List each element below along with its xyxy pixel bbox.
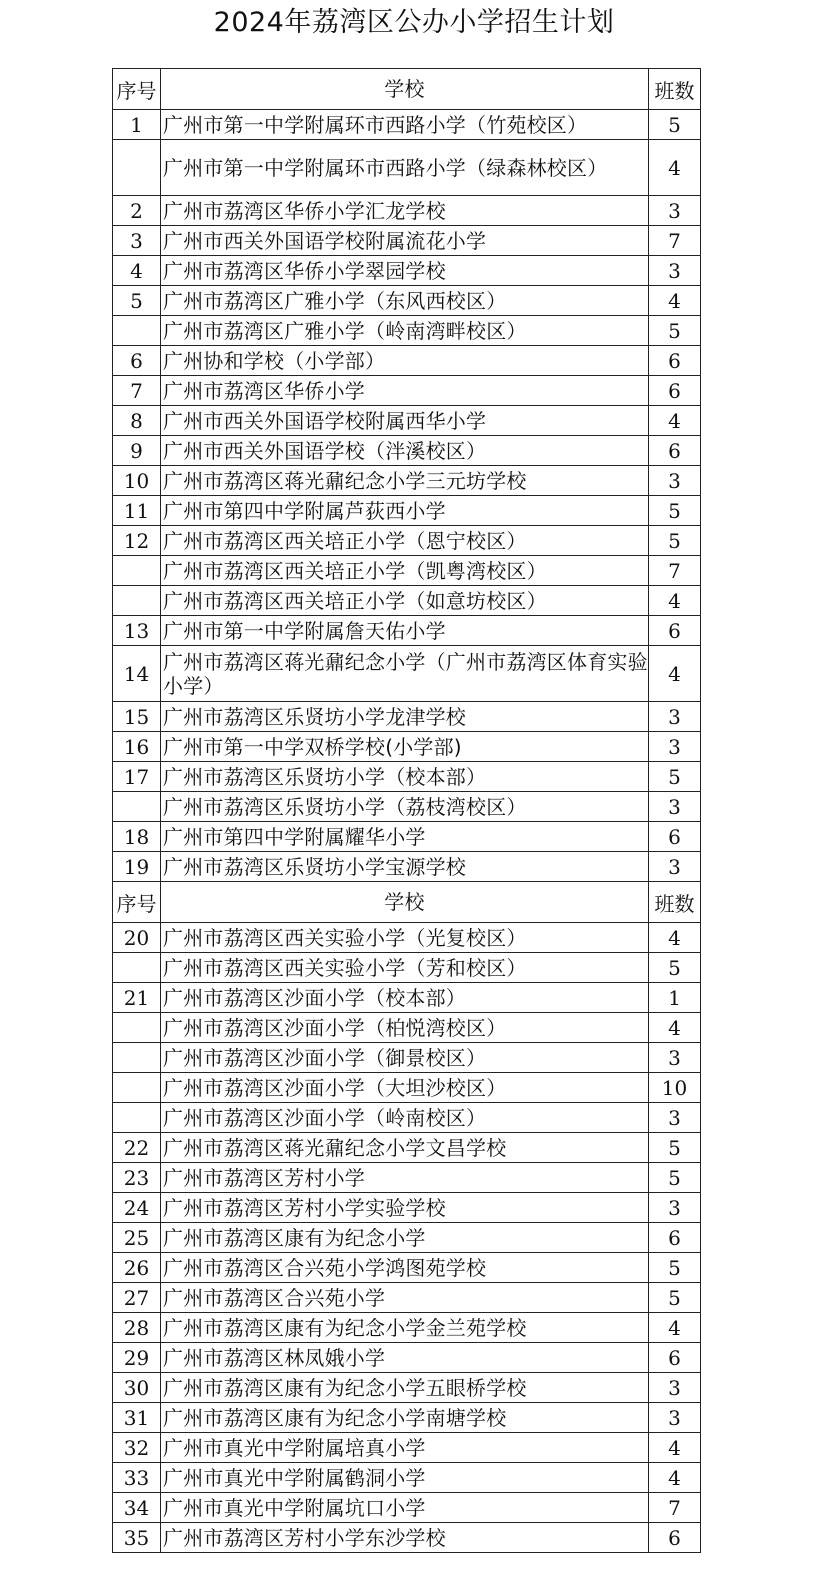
header-classes: 班数: [649, 882, 701, 923]
table-row: [113, 822, 701, 852]
cell-school: 广州市西关外国语学校附属流花小学: [161, 226, 649, 256]
cell-classes: 6: [649, 616, 701, 646]
table-row: [113, 923, 701, 953]
header-classes: 班数: [649, 69, 701, 110]
cell-classes: 3: [649, 1043, 701, 1073]
table-row: [113, 376, 701, 406]
table-row: [113, 1403, 701, 1433]
table-row: [113, 1223, 701, 1253]
cell-school: 广州市荔湾区康有为纪念小学: [161, 1223, 649, 1253]
table-row: [113, 140, 701, 196]
table-row: [113, 196, 701, 226]
cell-no: 17: [113, 762, 161, 792]
table-row: [113, 406, 701, 436]
page-title: 2024年荔湾区公办小学招生计划: [213, 7, 615, 38]
cell-school: 广州市荔湾区西关培正小学（如意坊校区）: [161, 586, 649, 616]
table-row: [113, 466, 701, 496]
table-header-row: [113, 69, 701, 110]
cell-classes: 6: [649, 436, 701, 466]
cell-no: 5: [113, 286, 161, 316]
cell-no: 22: [113, 1133, 161, 1163]
cell-no: 13: [113, 616, 161, 646]
cell-no: 23: [113, 1163, 161, 1193]
cell-school: 广州市荔湾区华侨小学翠园学校: [161, 256, 649, 286]
cell-classes: 4: [649, 1433, 701, 1463]
cell-school: 广州市荔湾区乐贤坊小学宝源学校: [161, 852, 649, 882]
table-row: [113, 1433, 701, 1463]
table-row: [113, 732, 701, 762]
cell-classes: 5: [649, 110, 701, 140]
cell-no: [113, 556, 161, 586]
cell-school: 广州市第一中学附属詹天佑小学: [161, 616, 649, 646]
cell-no: 9: [113, 436, 161, 466]
cell-classes: 3: [649, 732, 701, 762]
cell-classes: 4: [649, 1313, 701, 1343]
cell-no: 24: [113, 1193, 161, 1223]
cell-classes: 3: [649, 852, 701, 882]
table-row: [113, 286, 701, 316]
cell-school: 广州市荔湾区沙面小学（岭南校区）: [161, 1103, 649, 1133]
cell-school: 广州市荔湾区沙面小学（大坦沙校区）: [161, 1073, 649, 1103]
cell-no: [113, 792, 161, 822]
cell-classes: 5: [649, 762, 701, 792]
cell-school: 广州市真光中学附属培真小学: [161, 1433, 649, 1463]
table-row: [113, 1193, 701, 1223]
cell-no: 19: [113, 852, 161, 882]
cell-no: 34: [113, 1493, 161, 1523]
cell-school: 广州市西关外国语学校附属西华小学: [161, 406, 649, 436]
cell-no: 30: [113, 1373, 161, 1403]
table-row: [113, 1343, 701, 1373]
cell-no: 3: [113, 226, 161, 256]
table-row: [113, 1253, 701, 1283]
cell-classes: 3: [649, 256, 701, 286]
cell-school: 广州市荔湾区沙面小学（校本部）: [161, 983, 649, 1013]
cell-no: 7: [113, 376, 161, 406]
table-row: [113, 256, 701, 286]
cell-classes: 4: [649, 140, 701, 196]
table-row: [113, 762, 701, 792]
cell-no: 8: [113, 406, 161, 436]
table-row: [113, 983, 701, 1013]
cell-no: [113, 1043, 161, 1073]
table-row: [113, 1283, 701, 1313]
cell-no: 29: [113, 1343, 161, 1373]
cell-no: 1: [113, 110, 161, 140]
cell-school: 广州市荔湾区芳村小学实验学校: [161, 1193, 649, 1223]
table-row: [113, 226, 701, 256]
table-row: [113, 316, 701, 346]
table-row: [113, 436, 701, 466]
cell-school: 广州市荔湾区康有为纪念小学南塘学校: [161, 1403, 649, 1433]
table-row: [113, 1043, 701, 1073]
cell-school: 广州市第一中学附属环市西路小学（竹苑校区）: [161, 110, 649, 140]
cell-school: 广州市荔湾区蒋光鼐纪念小学三元坊学校: [161, 466, 649, 496]
cell-classes: 3: [649, 702, 701, 732]
cell-classes: 5: [649, 1133, 701, 1163]
cell-school: 广州市荔湾区蒋光鼐纪念小学（广州市荔湾区体育实验小学）: [161, 646, 649, 702]
cell-school: 广州市荔湾区西关实验小学（光复校区）: [161, 923, 649, 953]
table-row: [113, 556, 701, 586]
cell-classes: 5: [649, 316, 701, 346]
cell-classes: 7: [649, 556, 701, 586]
cell-no: [113, 140, 161, 196]
cell-no: 16: [113, 732, 161, 762]
cell-school: 广州市西关外国语学校（泮溪校区）: [161, 436, 649, 466]
table-row: [113, 646, 701, 702]
cell-school: 广州市荔湾区西关实验小学（芳和校区）: [161, 953, 649, 983]
cell-school: 广州市荔湾区乐贤坊小学（荔枝湾校区）: [161, 792, 649, 822]
cell-classes: 3: [649, 1193, 701, 1223]
cell-classes: 5: [649, 1283, 701, 1313]
cell-school: 广州市荔湾区西关培正小学（恩宁校区）: [161, 526, 649, 556]
cell-school: 广州市第四中学附属芦荻西小学: [161, 496, 649, 526]
cell-no: 21: [113, 983, 161, 1013]
header-school: 学校: [161, 882, 649, 923]
cell-school: 广州市荔湾区华侨小学: [161, 376, 649, 406]
table-row: [113, 1523, 701, 1553]
table-row: [113, 1373, 701, 1403]
cell-school: 广州市荔湾区合兴苑小学鸿图苑学校: [161, 1253, 649, 1283]
table-header-row: [113, 882, 701, 923]
cell-school: 广州市荔湾区芳村小学东沙学校: [161, 1523, 649, 1553]
cell-no: 10: [113, 466, 161, 496]
cell-classes: 4: [649, 406, 701, 436]
cell-classes: 4: [649, 646, 701, 702]
cell-classes: 4: [649, 1013, 701, 1043]
cell-classes: 6: [649, 376, 701, 406]
cell-school: 广州市第四中学附属耀华小学: [161, 822, 649, 852]
cell-school: 广州市荔湾区康有为纪念小学五眼桥学校: [161, 1373, 649, 1403]
cell-no: 18: [113, 822, 161, 852]
cell-classes: 6: [649, 822, 701, 852]
cell-no: [113, 586, 161, 616]
enrollment-plan-table: [112, 68, 701, 1553]
cell-school: 广州市荔湾区华侨小学汇龙学校: [161, 196, 649, 226]
cell-no: 33: [113, 1463, 161, 1493]
cell-classes: 6: [649, 1343, 701, 1373]
cell-no: [113, 1073, 161, 1103]
cell-school: 广州市荔湾区沙面小学（柏悦湾校区）: [161, 1013, 649, 1043]
table-row: [113, 702, 701, 732]
cell-classes: 4: [649, 923, 701, 953]
cell-school: 广州市第一中学附属环市西路小学（绿森林校区）: [161, 140, 649, 196]
cell-classes: 3: [649, 196, 701, 226]
cell-classes: 5: [649, 496, 701, 526]
cell-no: [113, 1013, 161, 1043]
table-row: [113, 1073, 701, 1103]
cell-no: [113, 1103, 161, 1133]
table-row: [113, 852, 701, 882]
cell-classes: 3: [649, 466, 701, 496]
table-row: [113, 526, 701, 556]
cell-school: 广州市真光中学附属鹤洞小学: [161, 1463, 649, 1493]
cell-classes: 5: [649, 953, 701, 983]
cell-school: 广州市荔湾区芳村小学: [161, 1163, 649, 1193]
cell-no: [113, 953, 161, 983]
cell-no: 6: [113, 346, 161, 376]
table-row: [113, 1133, 701, 1163]
table-row: [113, 616, 701, 646]
cell-no: 20: [113, 923, 161, 953]
table-row: [113, 496, 701, 526]
cell-no: 25: [113, 1223, 161, 1253]
header-school: 学校: [161, 69, 649, 110]
cell-school: 广州市荔湾区西关培正小学（凯粤湾校区）: [161, 556, 649, 586]
cell-no: 32: [113, 1433, 161, 1463]
cell-no: 2: [113, 196, 161, 226]
cell-school: 广州市荔湾区林凤娥小学: [161, 1343, 649, 1373]
cell-no: [113, 316, 161, 346]
table-row: [113, 1103, 701, 1133]
cell-classes: 5: [649, 1163, 701, 1193]
cell-school: 广州市荔湾区乐贤坊小学（校本部）: [161, 762, 649, 792]
table-row: [113, 1013, 701, 1043]
cell-classes: 5: [649, 1253, 701, 1283]
cell-school: 广州市荔湾区乐贤坊小学龙津学校: [161, 702, 649, 732]
cell-school: 广州市荔湾区康有为纪念小学金兰苑学校: [161, 1313, 649, 1343]
cell-classes: 4: [649, 286, 701, 316]
cell-classes: 6: [649, 1523, 701, 1553]
table-row: [113, 792, 701, 822]
cell-no: 4: [113, 256, 161, 286]
header-no: 序号: [113, 69, 161, 110]
cell-school: 广州市荔湾区广雅小学（岭南湾畔校区）: [161, 316, 649, 346]
cell-no: 14: [113, 646, 161, 702]
cell-no: 31: [113, 1403, 161, 1433]
cell-school: 广州市荔湾区合兴苑小学: [161, 1283, 649, 1313]
cell-classes: 3: [649, 1403, 701, 1433]
cell-classes: 7: [649, 226, 701, 256]
cell-classes: 6: [649, 346, 701, 376]
cell-school: 广州协和学校（小学部）: [161, 346, 649, 376]
cell-classes: 3: [649, 1373, 701, 1403]
cell-no: 35: [113, 1523, 161, 1553]
cell-classes: 3: [649, 792, 701, 822]
cell-classes: 7: [649, 1493, 701, 1523]
cell-classes: 3: [649, 1103, 701, 1133]
cell-classes: 10: [649, 1073, 701, 1103]
cell-no: 11: [113, 496, 161, 526]
cell-classes: 6: [649, 1223, 701, 1253]
table-row: [113, 110, 701, 140]
table-row: [113, 953, 701, 983]
cell-school: 广州市荔湾区蒋光鼐纪念小学文昌学校: [161, 1133, 649, 1163]
cell-classes: 4: [649, 1463, 701, 1493]
table-row: [113, 1493, 701, 1523]
cell-school: 广州市真光中学附属坑口小学: [161, 1493, 649, 1523]
cell-school: 广州市荔湾区广雅小学（东风西校区）: [161, 286, 649, 316]
cell-no: 12: [113, 526, 161, 556]
cell-classes: 5: [649, 526, 701, 556]
header-no: 序号: [113, 882, 161, 923]
table-row: [113, 1463, 701, 1493]
cell-no: 15: [113, 702, 161, 732]
cell-no: 27: [113, 1283, 161, 1313]
table-row: [113, 346, 701, 376]
cell-school: 广州市荔湾区沙面小学（御景校区）: [161, 1043, 649, 1073]
cell-classes: 1: [649, 983, 701, 1013]
table-row: [113, 1163, 701, 1193]
table-row: [113, 586, 701, 616]
cell-school: 广州市第一中学双桥学校(小学部): [161, 732, 649, 762]
cell-no: 28: [113, 1313, 161, 1343]
cell-classes: 4: [649, 586, 701, 616]
cell-no: 26: [113, 1253, 161, 1283]
table-row: [113, 1313, 701, 1343]
